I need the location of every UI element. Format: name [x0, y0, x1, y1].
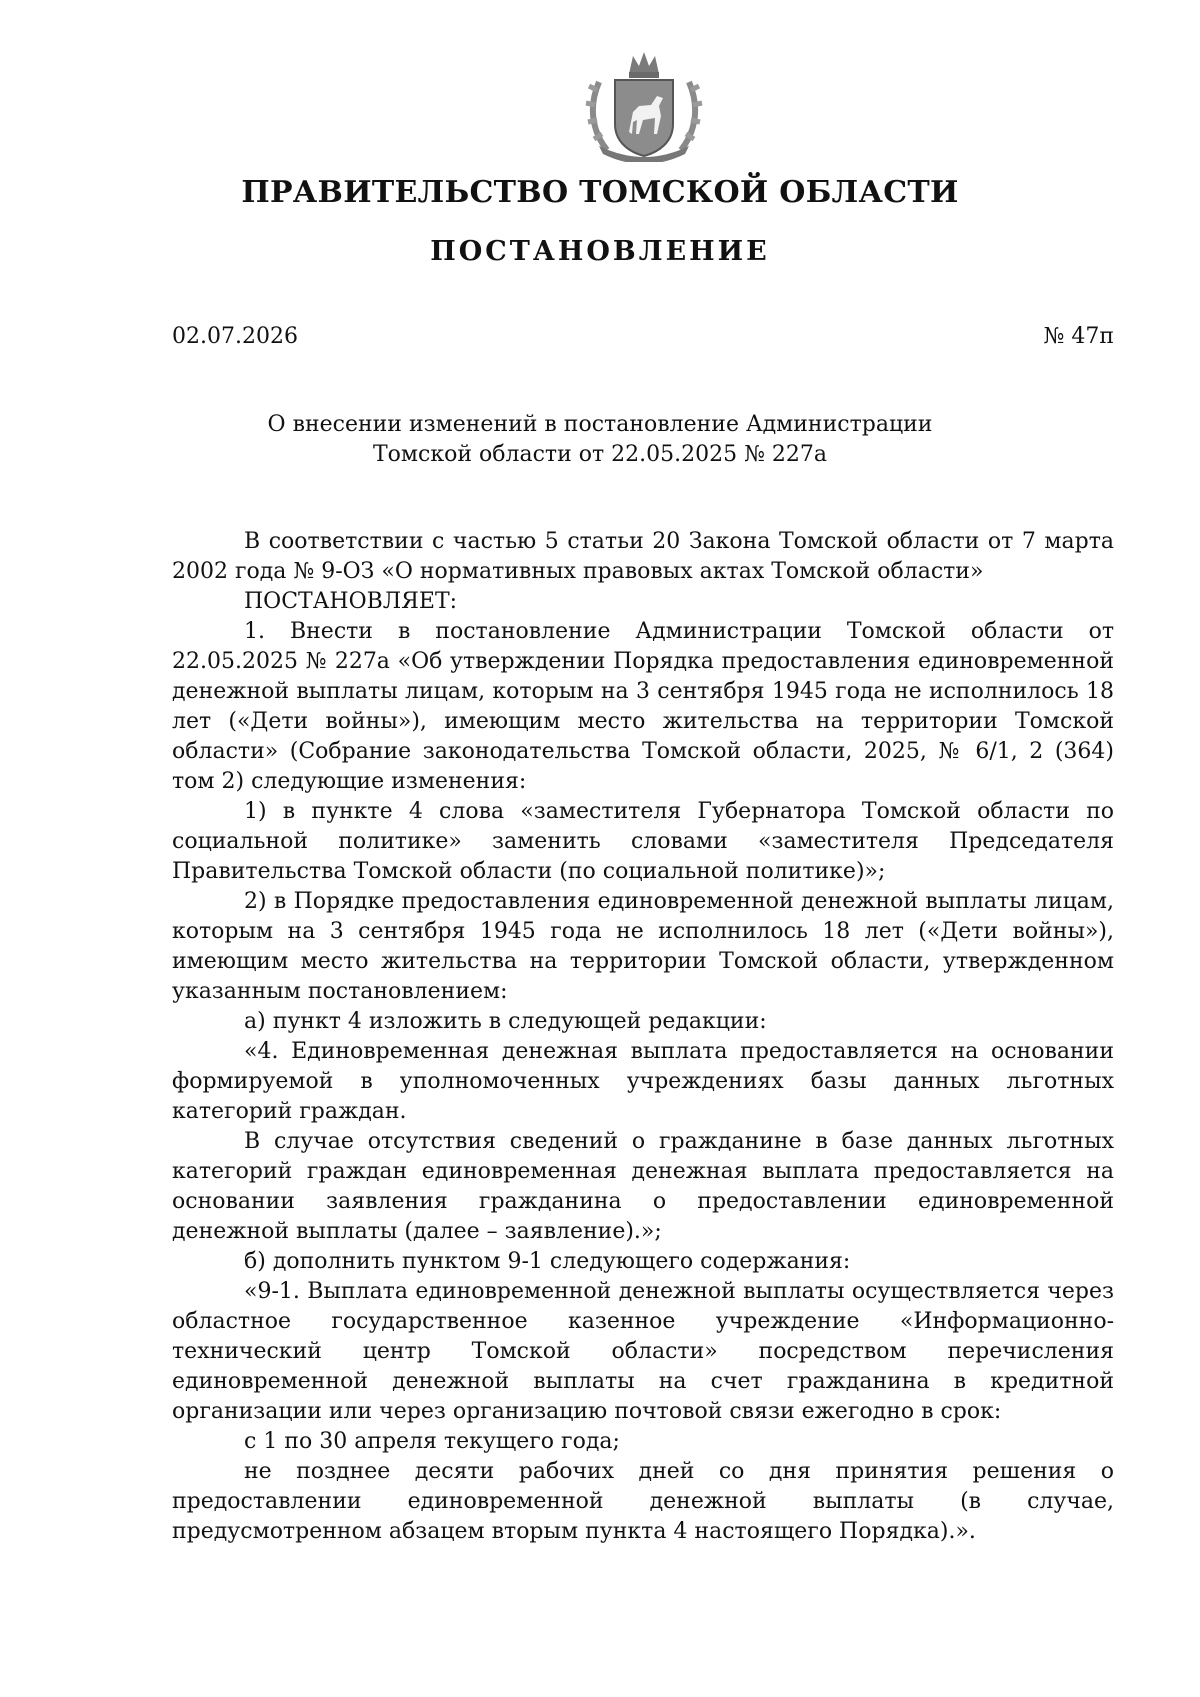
- organization-name: ПРАВИТЕЛЬСТВО ТОМСКОЙ ОБЛАСТИ: [241, 175, 959, 210]
- paragraph-subitem-a: а) пункт 4 изложить в следующей редакции:: [244, 1009, 767, 1034]
- document-type-title: ПОСТАНОВЛЕНИЕ: [430, 236, 770, 267]
- paragraph-item-1: 1. Внести в постановление Администрации Томской области от 22.05.2025 № 227а «Об утверждении Порядка предоставления единовременной денежной выплаты лицам, которым на 3 сентября 1945 года не исполнилось 18 лет («Дети войны»), имеющим место жительства на территории Томской области» (Собрание законодательства Томской области, 2025, № 6/1, 2 (364) том 2) следующие изменения:: [172, 619, 1114, 794]
- subject-line-1: О внесении изменений в постановление Администрации: [267, 412, 933, 437]
- document-body: [172, 527, 1114, 1547]
- document-number: № 47п: [1043, 324, 1114, 349]
- paragraph-term-1: с 1 по 30 апреля текущего года;: [244, 1429, 620, 1454]
- document-subject: [0, 410, 1200, 470]
- paragraph-term-2: не позднее десяти рабочих дней со дня принятия решения о предоставлении единовременной денежной выплаты (в случае, предусмотренном абзацем вторым пункта 4 настоящего Порядка).».: [172, 1459, 1114, 1544]
- paragraph-resolves: ПОСТАНОВЛЯЕТ:: [244, 589, 458, 614]
- paragraph-point-9-1: «9-1. Выплата единовременной денежной выплаты осуществляется через областное государственное казенное учреждение «Информационно-технический центр Томской области» посредством перечисления единовременной денежной выплаты на счет гражданина в кредитной организации или через организацию почтовой связи ежегодно в срок:: [172, 1279, 1114, 1424]
- paragraph-subitem-2: 2) в Порядке предоставления единовременной денежной выплаты лицам, которым на 3 сентября 1945 года не исполнилось 18 лет («Дети войны»), имеющим место жительства на территории Томской области, утвержденном указанным постановлением:: [172, 889, 1114, 1004]
- paragraph-point-4-second: В случае отсутствия сведений о гражданине в базе данных льготных категорий граждан единовременная денежная выплата предоставляется на основании заявления гражданина о предоставлении единовременной денежной выплаты (далее – заявление).»;: [172, 1129, 1114, 1244]
- document-date: 02.07.2026: [172, 324, 298, 349]
- paragraph-subitem-1: 1) в пункте 4 слова «заместителя Губернатора Томской области по социальной политике» заменить словами «заместителя Председателя Правительства Томской области (по социальной политике)»;: [172, 799, 1114, 884]
- paragraph-preamble: В соответствии с частью 5 статьи 20 Закона Томской области от 7 марта 2002 года № 9-ОЗ «О нормативных правовых актах Томской области»: [172, 529, 1114, 584]
- tomsk-oblast-coat-of-arms-icon: [585, 50, 703, 162]
- paragraph-point-4: «4. Единовременная денежная выплата предоставляется на основании формируемой в уполномоченных учреждениях базы данных льготных категорий граждан.: [172, 1039, 1114, 1124]
- paragraph-subitem-b: б) дополнить пунктом 9-1 следующего содержания:: [244, 1249, 851, 1274]
- subject-line-2: Томской области от 22.05.2025 № 227а: [372, 442, 828, 467]
